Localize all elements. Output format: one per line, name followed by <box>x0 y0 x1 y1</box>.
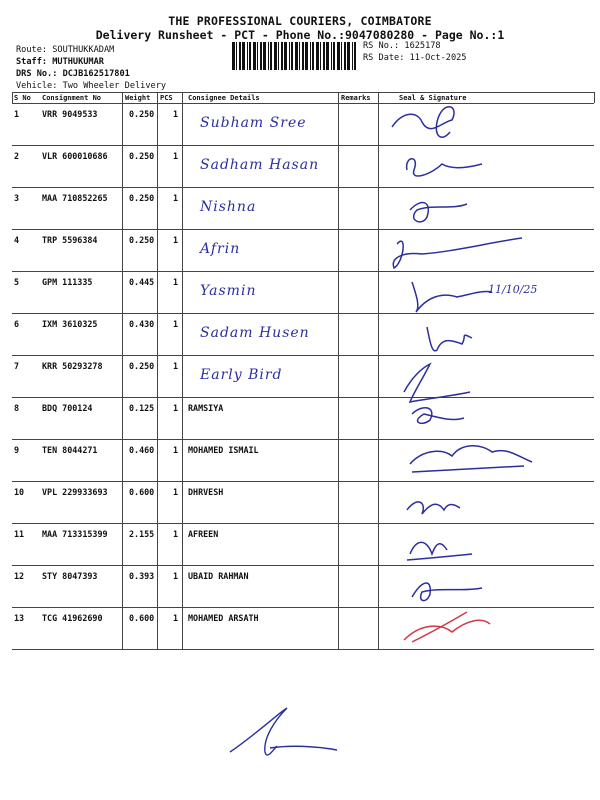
table-vline <box>594 92 595 103</box>
row-weight: 0.250 <box>129 193 155 203</box>
row-consignee: MOHAMED ISMAIL <box>188 445 259 455</box>
row-consignment-no: VRR 9049533 <box>42 109 98 119</box>
row-consignee: Early Bird <box>200 367 283 383</box>
row-sno: 5 <box>14 277 20 287</box>
signature-scribble-icon <box>407 502 460 514</box>
row-pcs: 1 <box>173 361 179 371</box>
rs-number: RS No.: 1625178 <box>363 41 441 51</box>
col-header-consignment: Consignment No <box>42 94 102 102</box>
signature-scribble-icon <box>404 612 490 642</box>
table-hline <box>12 649 594 650</box>
row-pcs: 1 <box>173 193 179 203</box>
signature-scribble-icon <box>427 327 472 351</box>
row-consignment-no: MAA 713315399 <box>42 529 108 539</box>
signature-scribble-icon <box>412 282 492 312</box>
row-sno: 6 <box>14 319 20 329</box>
row-pcs: 1 <box>173 277 179 287</box>
signature-scribble-icon <box>407 159 482 176</box>
row-consignee: Sadham Hasan <box>200 157 320 173</box>
row-consignee: UBAID RAHMAN <box>188 571 249 581</box>
signature-scribble-icon <box>393 238 522 268</box>
row-weight: 0.125 <box>129 403 155 413</box>
runsheet-subtitle: Delivery Runsheet - PCT - Phone No.:9047080280 - Page No.:1 <box>95 28 505 42</box>
signature-scribble-icon <box>412 408 464 424</box>
row-consignee: Afrin <box>200 241 241 257</box>
handwriting-layer <box>12 92 594 647</box>
rs-date: RS Date: 11-Oct-2025 <box>363 53 467 63</box>
col-header-remarks: Remarks <box>341 94 371 102</box>
row-sno: 11 <box>14 529 25 539</box>
row-weight: 0.393 <box>129 571 155 581</box>
row-sno: 12 <box>14 571 25 581</box>
row-consignment-no: MAA 710852265 <box>42 193 108 203</box>
footer-signature-icon <box>225 700 345 765</box>
row-weight: 0.430 <box>129 319 155 329</box>
row-pcs: 1 <box>173 487 179 497</box>
signature-scribble-icon <box>392 107 454 137</box>
row-sno: 7 <box>14 361 20 371</box>
runsheet-title: THE PROFESSIONAL COURIERS, COIMBATORE <box>168 14 432 28</box>
row-weight: 0.600 <box>129 487 155 497</box>
row-weight: 0.250 <box>129 109 155 119</box>
runsheet-table <box>12 92 594 647</box>
row-consignment-no: TRP 5596384 <box>42 235 98 245</box>
signature-scribble-icon <box>407 542 472 560</box>
row-pcs: 1 <box>173 571 179 581</box>
vehicle-label: Vehicle: Two Wheeler Delivery <box>16 81 167 91</box>
row-pcs: 1 <box>173 151 179 161</box>
row-consignment-no: BDQ 700124 <box>42 403 93 413</box>
row-consignment-no: VPL 229933693 <box>42 487 108 497</box>
signature-scribble-icon <box>410 203 467 222</box>
row-sno: 4 <box>14 235 20 245</box>
row-consignee: AFREEN <box>188 529 219 539</box>
row-sno: 13 <box>14 613 25 623</box>
row-consignment-no: VLR 600010686 <box>42 151 108 161</box>
barcode-icon <box>232 42 360 70</box>
row-consignment-no: GPM 111335 <box>42 277 93 287</box>
row-consignee: Subham Sree <box>200 115 307 131</box>
row-consignment-no: TEN 8044271 <box>42 445 98 455</box>
row-consignment-no: IXM 3610325 <box>42 319 98 329</box>
row-sno: 3 <box>14 193 20 203</box>
row-sno: 1 <box>14 109 20 119</box>
row-consignee: RAMSIYA <box>188 403 224 413</box>
row-sno: 2 <box>14 151 20 161</box>
signature-scribble-icon <box>412 583 482 601</box>
row-consignee: Sadam Husen <box>200 325 310 341</box>
row-pcs: 1 <box>173 403 179 413</box>
col-header-consignee: Consignee Details <box>188 94 260 102</box>
staff-label: Staff: MUTHUKUMAR <box>16 57 104 67</box>
row-pcs: 1 <box>173 109 179 119</box>
route-label: Route: SOUTHUKKADAM <box>16 45 115 55</box>
col-header-sno: S No <box>14 94 31 102</box>
col-header-pcs: PCS <box>160 94 173 102</box>
row-weight: 0.250 <box>129 151 155 161</box>
col-header-seal: Seal & Signature <box>399 94 467 102</box>
row-weight: 0.250 <box>129 361 155 371</box>
row-weight: 2.155 <box>129 529 155 539</box>
row-sno: 10 <box>14 487 25 497</box>
row-pcs: 1 <box>173 613 179 623</box>
row-weight: 0.445 <box>129 277 155 287</box>
row-sno: 9 <box>14 445 20 455</box>
row-consignee: Yasmin <box>200 283 257 299</box>
row-weight: 0.250 <box>129 235 155 245</box>
row-sno: 8 <box>14 403 20 413</box>
row-weight: 0.460 <box>129 445 155 455</box>
row-consignment-no: STY 8047393 <box>42 571 98 581</box>
row-pcs: 1 <box>173 235 179 245</box>
signature-scribble-icon <box>404 364 470 402</box>
col-header-weight: Weight <box>125 94 151 102</box>
row-pcs: 1 <box>173 445 179 455</box>
row-pcs: 1 <box>173 529 179 539</box>
row-consignee: MOHAMED ARSATH <box>188 613 259 623</box>
row-weight: 0.600 <box>129 613 155 623</box>
signature-date-note: 11/10/25 <box>488 283 538 296</box>
row-pcs: 1 <box>173 319 179 329</box>
signature-scribble-icon <box>410 446 532 472</box>
row-consignment-no: KRR 50293278 <box>42 361 103 371</box>
row-consignee: DHRVESH <box>188 487 224 497</box>
row-consignee: Nishna <box>200 199 257 215</box>
row-consignment-no: TCG 41962690 <box>42 613 103 623</box>
drs-number: DRS No.: DCJB162517801 <box>16 69 130 79</box>
